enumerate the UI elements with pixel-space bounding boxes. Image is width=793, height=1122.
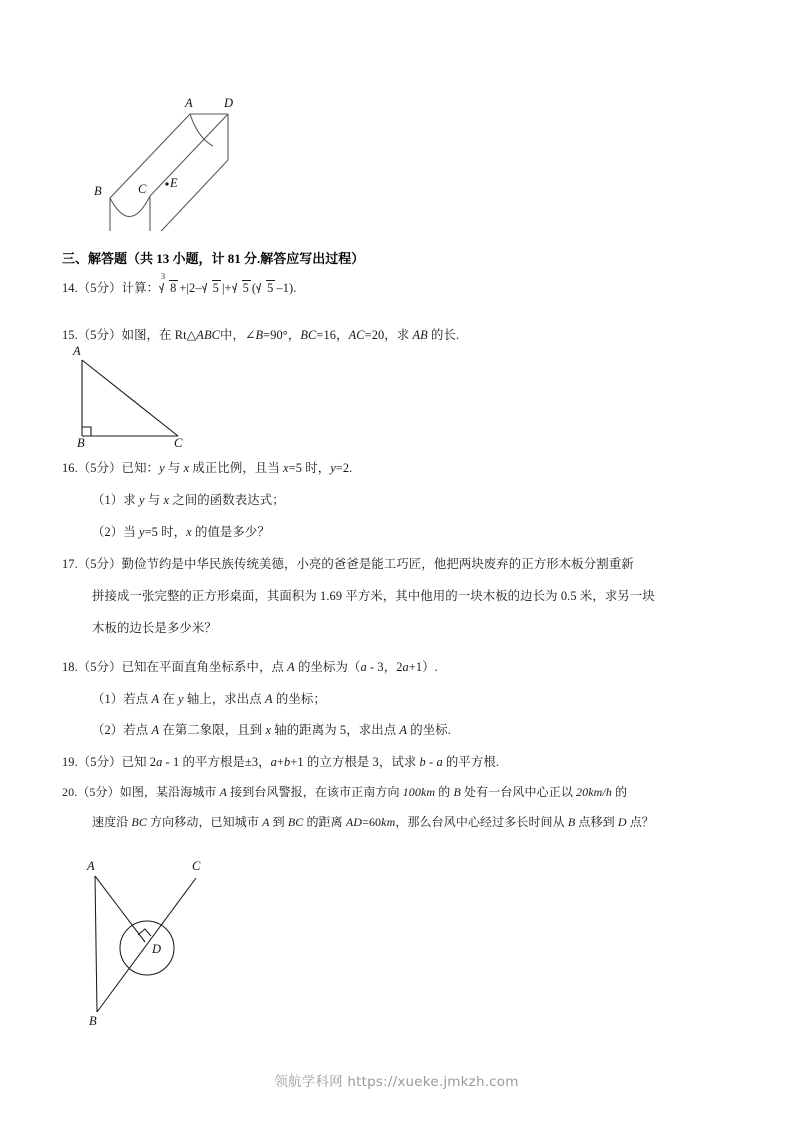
- q16-p2-y: y: [138, 525, 145, 539]
- q18-p2-b: 在第二象限，且到: [159, 723, 266, 737]
- question-15: [62, 329, 459, 341]
- q16-text-e: =2.: [335, 461, 353, 475]
- q20-var-BC: BC: [131, 815, 147, 829]
- q16-var-y2: y: [330, 461, 336, 475]
- q20-l2-f: ，那么台风中心经过多长时间从: [395, 815, 568, 829]
- q16-text-a: 已知：: [121, 461, 160, 475]
- question-17-line-2: 拼接成一张完整的正方形桌面，其面积为 1.69 平方米，其中他用的一块木板的边长为 0.5 米，求另一块: [92, 589, 655, 603]
- question-16: [62, 462, 352, 474]
- footer-site-name: 领航学科网: [274, 1074, 343, 1090]
- question-18-part-1: [92, 693, 326, 705]
- q14-plus-1: +: [179, 281, 187, 295]
- q20-l2-g: 点移到: [575, 815, 618, 829]
- trough-label-B: B: [94, 184, 102, 198]
- q15-var-bc: BC: [300, 328, 317, 342]
- q19-text-b: - 1 的平方根是±3，: [162, 755, 271, 769]
- q20-l2-e: =60: [362, 815, 382, 829]
- q18-p1-A: A: [151, 692, 160, 706]
- q18-text-a: 已知在平面直角坐标系中，点: [121, 660, 288, 674]
- q16-var-x1: x: [183, 461, 190, 475]
- q15-number: 15.: [62, 328, 78, 342]
- q18-p2-c: 轴的距离为 5，求出点: [271, 723, 400, 737]
- q14-plus-2: +: [224, 281, 232, 295]
- q18-p2-x: x: [265, 723, 272, 737]
- question-16-part-1: [92, 494, 285, 506]
- footer-watermark: [0, 1070, 793, 1090]
- q15-text-a: 如图，在 Rt△: [121, 328, 197, 342]
- q17-number: 17.: [62, 557, 78, 571]
- trough-label-E: E: [170, 176, 178, 190]
- q15-text-f: 的长.: [427, 328, 460, 342]
- q20-l2-d: 的距离: [303, 815, 346, 829]
- sqrt-5-a: 5: [203, 280, 221, 294]
- q20-number: 20.: [62, 785, 78, 799]
- q18-var-a2: a: [402, 660, 409, 674]
- q20-var-A2: A: [262, 815, 270, 829]
- q16-p1-b: 与: [144, 493, 164, 507]
- typhoon-label-B: B: [89, 1014, 97, 1028]
- q19-text-a: 已知 2: [121, 755, 157, 769]
- q14-number: 14.: [62, 281, 78, 295]
- q14-two: 2: [189, 281, 196, 295]
- footer-url: https://xueke.jmkzh.com: [347, 1074, 519, 1090]
- q18-text-b: 的坐标为（: [294, 660, 361, 674]
- q20-l2-b: 方向移动，已知城市: [146, 815, 263, 829]
- q20-var-B2: B: [567, 815, 576, 829]
- q20-unit-km: km: [381, 815, 396, 829]
- q19-text-e: -: [425, 755, 437, 769]
- trough-label-A: A: [185, 96, 193, 110]
- q16-p2-a: （2）当: [92, 525, 139, 539]
- q19-var-a3: a: [436, 755, 443, 769]
- q19-number: 19.: [62, 755, 78, 769]
- q17-marks: （5分）: [77, 557, 122, 571]
- triangle-label-C: C: [174, 436, 183, 450]
- q20-l2-h: 点？: [626, 815, 654, 829]
- q16-text-b: 与: [164, 461, 184, 475]
- q16-p2-b: =5 时，: [144, 525, 187, 539]
- q15-var-ab: AB: [412, 328, 428, 342]
- q18-p1-d: 的坐标；: [272, 692, 326, 706]
- q18-text-d: +1）.: [408, 660, 438, 674]
- q20-var-AD: AD: [345, 815, 363, 829]
- q16-p1-a: （1）求: [92, 493, 139, 507]
- q18-var-A: A: [287, 660, 295, 674]
- q20-var-D: D: [617, 815, 627, 829]
- figure-trough: [88, 96, 288, 231]
- question-20-line-2: [92, 816, 654, 828]
- q14-period: .: [293, 281, 297, 295]
- q19-var-a2: a: [270, 755, 277, 769]
- q20-marks: （5分）: [77, 785, 120, 799]
- q20-speed: 20km/h: [576, 785, 612, 799]
- q16-text-d: =5 时，: [288, 461, 331, 475]
- figure-typhoon-path: [78, 852, 268, 1032]
- triangle-label-A: A: [73, 344, 81, 358]
- q14-minus: –: [195, 281, 202, 295]
- q15-text-e: =20，求: [364, 328, 413, 342]
- q15-var-abc: ABC: [196, 328, 220, 342]
- q20-l1-d: 处有一台风中心正以: [460, 785, 577, 799]
- q14-paren-open: (: [251, 281, 257, 295]
- trough-label-D: D: [224, 96, 234, 110]
- q16-text-c: 成正比例，且当: [189, 461, 284, 475]
- q14-minus-one: –1: [276, 281, 290, 295]
- q14-stem: 计算：: [121, 281, 160, 295]
- q20-dist-100km: 100km: [402, 785, 436, 799]
- question-17: [62, 558, 634, 570]
- figure-right-triangle: [60, 344, 220, 452]
- trough-label-C: C: [138, 182, 147, 196]
- q20-l1-e: 的: [611, 785, 628, 799]
- question-14: [62, 272, 297, 295]
- q16-p2-c: 的值是多少？: [191, 525, 270, 539]
- q14-paren-close: ): [289, 281, 294, 295]
- q16-p1-x: x: [163, 493, 170, 507]
- q17-line-1: 勤俭节约是中华民族传统美德，小亮的爸爸是能工巧匠，他把两块废弃的正方形木板分割重新: [121, 557, 634, 571]
- triangle-label-B: B: [77, 436, 85, 450]
- q19-var-b2: b: [419, 755, 426, 769]
- q16-number: 16.: [62, 461, 78, 475]
- q14-abs-open: |: [186, 281, 190, 295]
- question-19: [62, 756, 499, 768]
- q18-number: 18.: [62, 660, 78, 674]
- q15-text-d: =16，: [316, 328, 349, 342]
- q20-l2-c: 到: [269, 815, 288, 829]
- q15-marks: （5分）: [77, 328, 122, 342]
- q20-l1-a: 如图，某沿海城市: [119, 785, 220, 799]
- q19-text-c: +: [276, 755, 285, 769]
- typhoon-label-D: D: [152, 942, 162, 956]
- q19-marks: （5分）: [77, 755, 122, 769]
- q16-var-x2: x: [283, 461, 289, 475]
- q18-p2-A: A: [151, 723, 160, 737]
- typhoon-label-A: A: [87, 859, 95, 873]
- question-16-part-2: [92, 526, 270, 538]
- q15-text-c: =90°，: [263, 328, 301, 342]
- cube-root-8: 3 8: [161, 272, 177, 295]
- q20-l2-a: 速度沿: [92, 815, 132, 829]
- q18-marks: （5分）: [77, 660, 122, 674]
- sqrt-5-b: 5: [233, 280, 251, 294]
- question-18-part-2: [92, 724, 451, 736]
- q20-var-A: A: [219, 785, 228, 799]
- q14-marks: （5分）: [77, 281, 122, 295]
- question-18: [62, 661, 438, 673]
- q19-text-f: 的平方根.: [442, 755, 500, 769]
- q20-l1-b: 接到台风警报，在该市正南方向: [227, 785, 403, 799]
- q16-p2-x: x: [186, 525, 192, 539]
- q18-p1-c: 轴上，求出点: [183, 692, 265, 706]
- q18-p2-d: 的坐标.: [407, 723, 451, 737]
- question-17-line-3: 木板的边长是多少米？: [92, 621, 217, 635]
- q19-text-d: +1 的立方根是 3，试求: [290, 755, 420, 769]
- q19-var-b1: b: [284, 755, 291, 769]
- q16-p1-c: 之间的函数表达式；: [169, 493, 285, 507]
- q15-var-ac: AC: [348, 328, 365, 342]
- q14-abs-close: |: [221, 281, 225, 295]
- q18-p1-y: y: [178, 692, 184, 706]
- q20-var-B: B: [453, 785, 461, 799]
- question-20: [62, 786, 627, 798]
- q18-p2-a: （2）若点: [92, 723, 152, 737]
- q20-l1-c: 的: [435, 785, 454, 799]
- q18-p1-A2: A: [264, 692, 273, 706]
- q18-p2-A2: A: [399, 723, 408, 737]
- q18-p1-b: 在: [159, 692, 179, 706]
- q18-text-c: - 3，2: [366, 660, 403, 674]
- sqrt-5-c: 5: [257, 280, 275, 294]
- q19-var-a1: a: [156, 755, 163, 769]
- q18-p1-a: （1）若点: [92, 692, 152, 706]
- q18-var-a1: a: [360, 660, 367, 674]
- q16-var-y1: y: [159, 461, 165, 475]
- section-heading: 三、解答题（共 13 小题，计 81 分.解答应写出过程）: [62, 251, 365, 266]
- q20-var-BC2: BC: [287, 815, 304, 829]
- q15-var-b: B: [255, 328, 264, 342]
- typhoon-label-C: C: [192, 859, 201, 873]
- q15-text-b: 中，∠: [219, 328, 256, 342]
- q16-marks: （5分）: [77, 461, 122, 475]
- q16-p1-y: y: [138, 493, 145, 507]
